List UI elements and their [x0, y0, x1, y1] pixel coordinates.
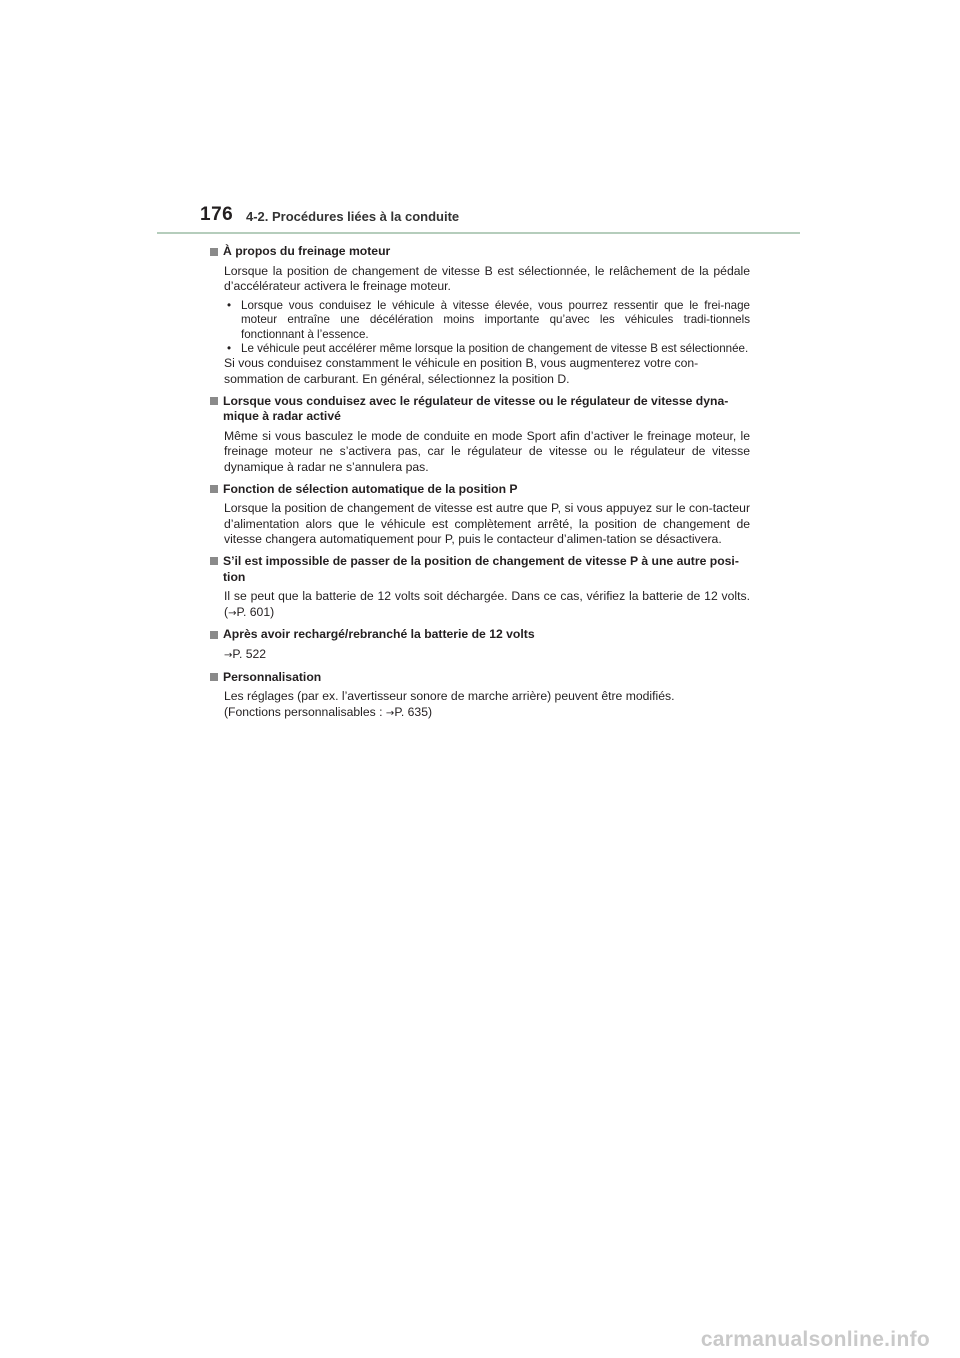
section-auto-park: [210, 482, 750, 548]
page-content: [210, 244, 750, 727]
section-heading: Fonction de sélection automatique de la position P: [223, 481, 518, 496]
section-heading: S’il est impossible de passer de la position de changement de vitesse P à une autre posi-tion: [223, 553, 739, 584]
section-engine-braking: [210, 244, 750, 388]
bullet-list: [210, 299, 750, 357]
section-battery-reconnect: [210, 627, 750, 663]
section-body: Même si vous basculez le mode de conduite en mode Sport afin d’activer le freinage moteur, le freinage moteur ne s’activera pas, car le régulateur de vitesse ou le régulateur de vitesse dynamique à radar ne s’annulera pas.: [224, 428, 750, 474]
section-heading: Après avoir rechargé/rebranché la batterie de 12 volts: [223, 627, 535, 642]
bullet-dot-icon: •: [227, 342, 232, 355]
watermark-text: carmanualsonline.info: [700, 1328, 930, 1351]
header-divider: [157, 232, 800, 234]
section-body: Lorsque la position de changement de vitesse B est sélectionnée, le relâchement de la pédale d’accélérateur activera le freinage moteur.: [224, 263, 750, 294]
page-header: [200, 200, 800, 236]
square-bullet-icon: [210, 673, 218, 681]
section-body: Il se peut que la batterie de 12 volts soit déchargée. Dans ce cas, vérifiez la batterie de 12 volts. (→P. 601): [224, 589, 750, 619]
page-number: 176: [200, 204, 234, 225]
section-shift-from-p: [210, 554, 750, 621]
section-customization: [210, 670, 750, 722]
section-body: Les réglages (par ex. l’avertisseur sonore de marche arrière) peuvent être modifiés. (Fonctions personnalisables : →P. 635): [224, 689, 675, 719]
section-title: 4-2. Procédures liées à la conduite: [246, 209, 460, 224]
square-bullet-icon: [210, 248, 218, 256]
square-bullet-icon: [210, 631, 218, 639]
section-cruise-control: [210, 394, 750, 476]
section-body: Lorsque la position de changement de vitesse est autre que P, si vous appuyez sur le con-tacteur d’alimentation alors que le véhicule est complètement arrêté, la position de changement de vitesse changera automatiquement pour P, puis le contacteur d’alimen-tation se désactivera.: [224, 501, 750, 547]
arrow-right-icon: →: [228, 607, 237, 619]
section-heading: Personnalisation: [223, 669, 322, 684]
square-bullet-icon: [210, 397, 218, 405]
section-heading: Lorsque vous conduisez avec le régulateur de vitesse ou le régulateur de vitesse dyna-mique à radar activé: [223, 393, 729, 424]
square-bullet-icon: [210, 485, 218, 493]
page-reference-link[interactable]: P. 601: [236, 604, 271, 619]
square-bullet-icon: [210, 557, 218, 565]
arrow-right-icon: →: [224, 649, 233, 661]
section-note: Si vous conduisez constamment le véhicule en position B, vous augmenterez votre con-sommation de carburant. En général, sélectionnez la position D.: [224, 356, 699, 386]
list-item: • Le véhicule peut accélérer même lorsque la position de changement de vitesse B est sélectionnée.: [224, 342, 750, 356]
section-heading: À propos du freinage moteur: [223, 244, 391, 258]
arrow-right-icon: →: [385, 707, 395, 719]
page-reference-link[interactable]: P. 635: [394, 704, 428, 719]
list-item: • Lorsque vous conduisez le véhicule à vitesse élevée, vous pourrez ressentir que le frei-nage moteur entraîne une décélération moins importante qu’avec les véhicules tradi-tionnels fonctionnant à l’essence.: [224, 299, 750, 342]
bullet-dot-icon: •: [227, 298, 232, 312]
section-body: [210, 647, 750, 664]
page-reference-link[interactable]: P. 522: [232, 646, 267, 661]
